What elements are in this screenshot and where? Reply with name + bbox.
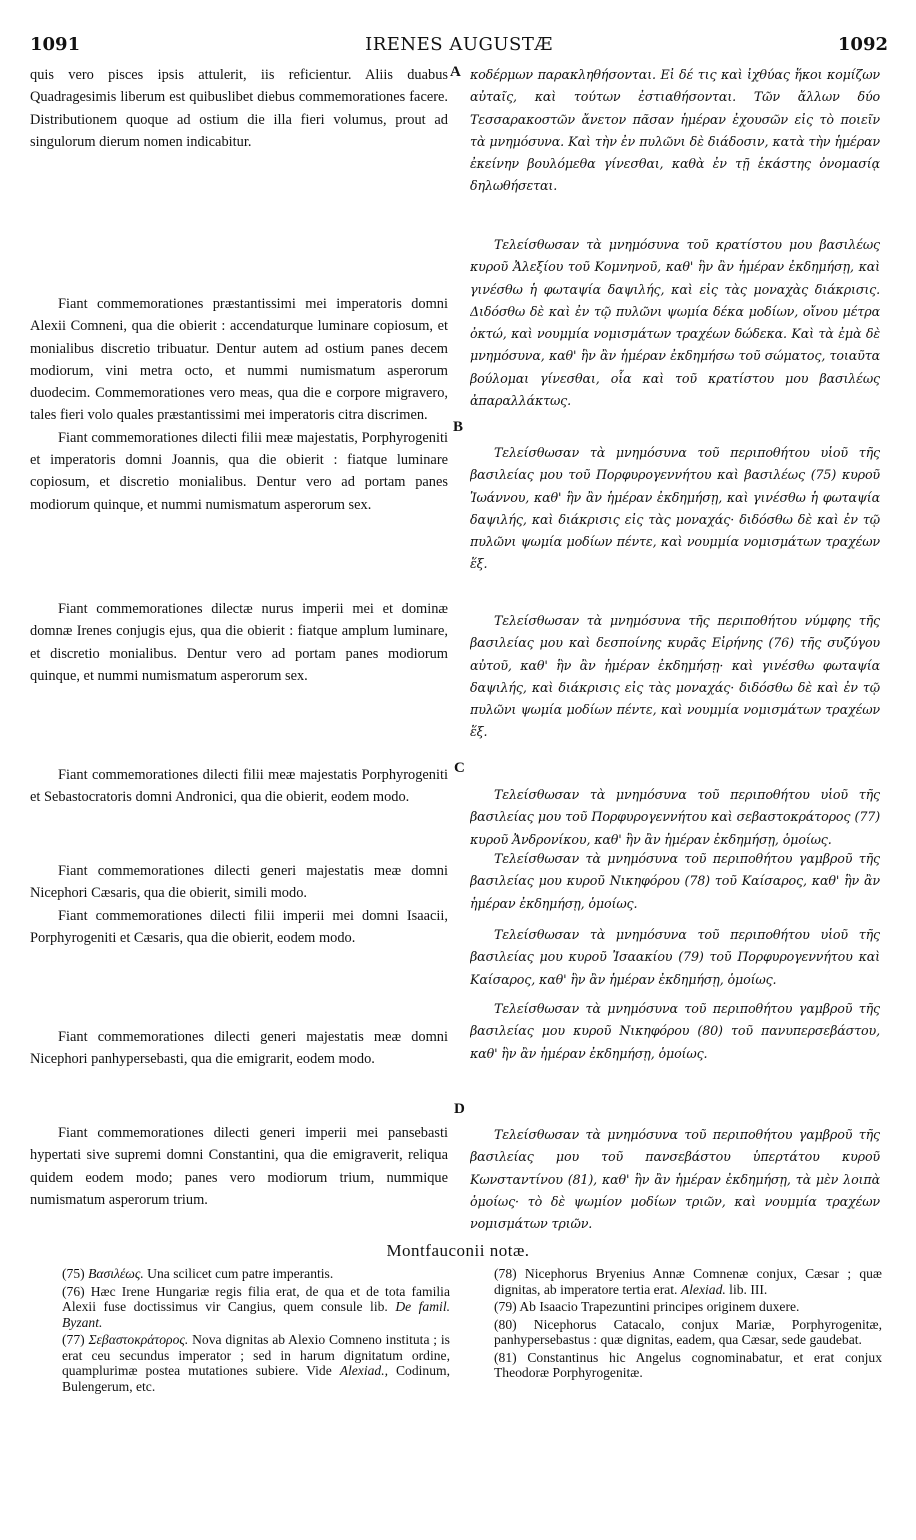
greek-paragraph: Τελείσθωσαν τὰ μνημόσυνα τοῦ περιποθήτου υἱοῦ τῆς βασιλείας μου κυροῦ Ἰσαακίου (79) τοῦ Πορφυρογεννήτου καὶ Καίσαρος, καθ' ἣν ἂν ἡμέραν ἐκδημήσῃ, ὁμοίως. [470, 927, 880, 987]
greek-paragraph: κοδέρμων παρακληθήσονται. Εἰ δέ τις καὶ ἰχθύας ἥκοι κομίζων αὐταῖς, καὶ τούτων ἐστιαθήσονται. Τῶν ἄλλων δύο Τεσσαρακοστῶν ἄνετον πᾶσαν ἡμέραν ἐχουσῶν εἰς τὸ ποιεῖν τὰ μνημόσυνα. Καὶ τὴν ἐν πυλῶνι δὲ διάδοσιν, κατὰ τὴν ἡμέραν ἐκείνην βουλόμεθα γίνεσθαι, καθὰ ἐν τῇ ἑκάστης ὀνομασίᾳ δηλωθήσεται. [470, 67, 880, 194]
margin-letter-a: A [450, 64, 461, 80]
notes-right [494, 1266, 882, 1383]
greek-paragraph: Τελείσθωσαν τὰ μνημόσυνα τοῦ περιποθήτου γαμβροῦ τῆς βασιλείας μου κυροῦ Νικηφόρου (80) τοῦ πανυπερσεβάστου, καθ' ἣν ἂν ἡμέραν ἐκδημήσῃ, ὁμοίως. [470, 1001, 880, 1061]
latin-paragraph: Fiant commemorationes dilecti generi majestatis meæ domni Nicephori Cæsaris, qua die obierit, simili modo. [30, 863, 448, 902]
latin-column [30, 64, 448, 1234]
greek-paragraph: Τελείσθωσαν τὰ μνημόσυνα τοῦ περιποθήτου υἱοῦ τῆς βασιλείας μου τοῦ Πορφυρογεννήτου καὶ βασιλέως (75) κυροῦ Ἰωάννου, καθ' ἣν ἂν ἡμέραν ἐκδημήσῃ, καὶ γινέσθω ἡ φωταψία δαψιλής, καὶ διάκρισις εἰς τὰς μοναχάς· διδόσθω δὲ καὶ ἐν τῷ πυλῶνι ψωμία μοδίων πέντε, καὶ νουμμία νομισμάτων τραχέων ἕξ. [470, 445, 880, 572]
footnote: (75) Βασιλέως. Una scilicet cum patre imperantis. [62, 1266, 334, 1281]
margin-letter-c: C [454, 760, 465, 776]
latin-paragraph: Fiant commemorationes dilecti filii meæ majestatis, Porphyrogeniti et imperatoris domni Joannis, qua die obierit : fiatque luminare copiosum, et discretio monialibus. Dentur vero ad portam panes modiorum quinque, et nummi numismatum asperorum sex. [30, 429, 448, 513]
latin-paragraph: Fiant commemorationes dilectæ nurus imperii mei et dominæ domnæ Irenes conjugis ejus, qua die obierit : fiatque amplum luminare, et discretio monialibus. Dentur vero ad portam panes modiorum quinque, et nummi numismatum asperorum sex. [30, 601, 448, 684]
latin-paragraph: Fiant commemorationes dilecti filii meæ majestatis Porphyrogeniti et Sebastocratoris domni Andronici, qua die obierit, eodem modo. [30, 767, 448, 806]
page-number-right: 1092 [837, 34, 888, 55]
greek-paragraph: Τελείσθωσαν τὰ μνημόσυνα τοῦ περιποθήτου γαμβροῦ τῆς βασιλείας μου κυροῦ Νικηφόρου (78) τοῦ Καίσαρος, καθ' ἣν ἂν ἡμέραν ἐκδημήσῃ, ὁμοίως. [470, 851, 880, 911]
greek-paragraph: Τελείσθωσαν τὰ μνημόσυνα τοῦ κρατίστου μου βασιλέως κυροῦ Ἀλεξίου τοῦ Κομνηνοῦ, καθ' ἣν ἂν ἡμέραν ἐκδημήσῃ, καὶ γινέσθω ἡ φωταψία δαψιλής, καὶ εἰς τὰς μοναχὰς διάκρισις. Διδόσθω δὲ καὶ ἐν τῷ πυλῶνι ψωμία δέκα μοδίων, οἴνου μέτρα ὀκτώ, καὶ νουμμία νομισμάτων τραχέων δώδεκα. Καὶ τὰ ἐμὰ δὲ μνημόσυνα, καθ' ἣν ἂν ἡμέραν ἐκδημήσω τοῦ σώματος, τοιαῦτα βούλομαι γίνεσθαι, οἷα καὶ τοῦ κρατίστου μου βασιλέως ἀπαραλλάκτως. [470, 237, 880, 409]
notes-left [62, 1266, 450, 1396]
running-title: IRENES AUGUSTÆ [365, 34, 553, 55]
margin-letter-d: D [454, 1101, 465, 1117]
greek-paragraph: Τελείσθωσαν τὰ μνημόσυνα τοῦ περιποθήτου γαμβροῦ τῆς βασιλείας μου τοῦ πανσεβάστου ὑπερτάτου κυροῦ Κωνσταντίνου (81), καθ' ἣν ἂν ἡμέραν ἐκδημήσῃ, τὰ μὲν λοιπὰ ὁμοίως· τὸ δὲ ψωμίον μοδίων τριῶν, καὶ νουμμία τραχέων νομισμάτων τριῶν. [470, 1127, 880, 1232]
greek-paragraph: Τελείσθωσαν τὰ μνημόσυνα τῆς περιποθήτου νύμφης τῆς βασιλείας μου καὶ δεσποίνης κυρᾶς Εἰρήνης (76) τῆς συζύγου αὐτοῦ, καθ' ἣν ἂν ἡμέραν ἐκδημήσῃ· καὶ γινέσθω φωταψία δαψιλής, καὶ διάκρισις εἰς τὰς μοναχάς· διδόσθω δὲ καὶ ἐν τῷ πυλῶνι ψωμία μοδίων πέντε, καὶ νουμμία νομισμάτων τραχέων ἕξ. [470, 613, 880, 740]
greek-column [470, 64, 880, 1236]
footnote: (81) Constantinus hic Angelus cognominabatur, et erat conjux Theodoræ Porphyrogenitæ. [494, 1349, 882, 1380]
footnote: (76) Hæc Irene Hungariæ regis filia erat, de qua et de tota familia Alexii fuse doctissimus vir Cangius, quem consule lib. De famil. Byzant. [62, 1283, 450, 1330]
greek-paragraph: Τελείσθωσαν τὰ μνημόσυνα τοῦ περιποθήτου υἱοῦ τῆς βασιλείας μου τοῦ Πορφυρογεννήτου καὶ σεβαστοκράτορος (77) κυροῦ Ἀνδρονίκου, καθ' ἣν ἂν ἡμέραν ἐκδημήσῃ, ὁμοίως. [470, 787, 880, 847]
latin-paragraph: quis vero pisces ipsis attulerit, iis reficientur. Aliis duabus Quadragesimis liberum est quibuslibet diebus commemorationes facere. Distributionem quoque ad ostium die illa fieri volumus, prout ad singulorum dierum nomen indicabitur. [30, 67, 448, 150]
margin-letter-b: B [453, 419, 464, 435]
footnote: (77) Σεβαστοκράτορος. Nova dignitas ab Alexio Comneno instituta ; is erat ceu secundus imperator ; sed in harum dignitatum ordine, quamplurimæ postea mutationes subiere. Vide Alexiad., Codinum, Bulengerum, etc. [62, 1332, 450, 1394]
latin-paragraph: Fiant commemorationes dilecti generi imperii mei pansebasti hypertati sive supremi domni Constantini, qua die emigraverit, reliqua quidem eodem modo; panes vero modiorum trium, nummique numismatum asperorum trium. [30, 1125, 448, 1208]
footnote: (78) Nicephorus Bryenius Annæ Comnenæ conjux, Cæsar ; quæ dignitas, ab imperatore tertia erat. Alexiad. lib. III. [494, 1266, 883, 1297]
notes-title: Montfauconii notæ. [386, 1241, 530, 1260]
latin-paragraph: Fiant commemorationes dilecti filii imperii mei domni Isaacii, Porphyrogeniti et Cæsaris, qua die obierit, eodem modo. [30, 907, 448, 946]
latin-paragraph: Fiant commemorationes præstantissimi mei imperatoris domni Alexii Comneni, qua die obierit : accendaturque luminare copiosum, et monialibus discretio tribuatur. Dentur autem ad ostium panes decem modiorum, vini metra octo, et nummi numismatum asperorum duodecim. Commemorationes vero meas, qua die e corpore migravero, tales fieri volo quales præstantissimi mei imperatoris citra discrimen. [30, 296, 448, 424]
page-number-left: 1091 [30, 34, 81, 55]
footnote: (80) Nicephorus Catacalo, conjux Mariæ, Porphyrogenitæ, panhypersebastus : quæ dignitas, eadem, qua Cæsar, sede gaudebat. [494, 1316, 882, 1347]
running-header [30, 34, 888, 60]
latin-paragraph: Fiant commemorationes dilecti generi majestatis meæ domni Nicephori panhypersebasti, qua die emigrarit, eodem modo. [30, 1029, 448, 1068]
footnote: (79) Ab Isaacio Trapezuntini principes originem duxere. [494, 1299, 800, 1314]
